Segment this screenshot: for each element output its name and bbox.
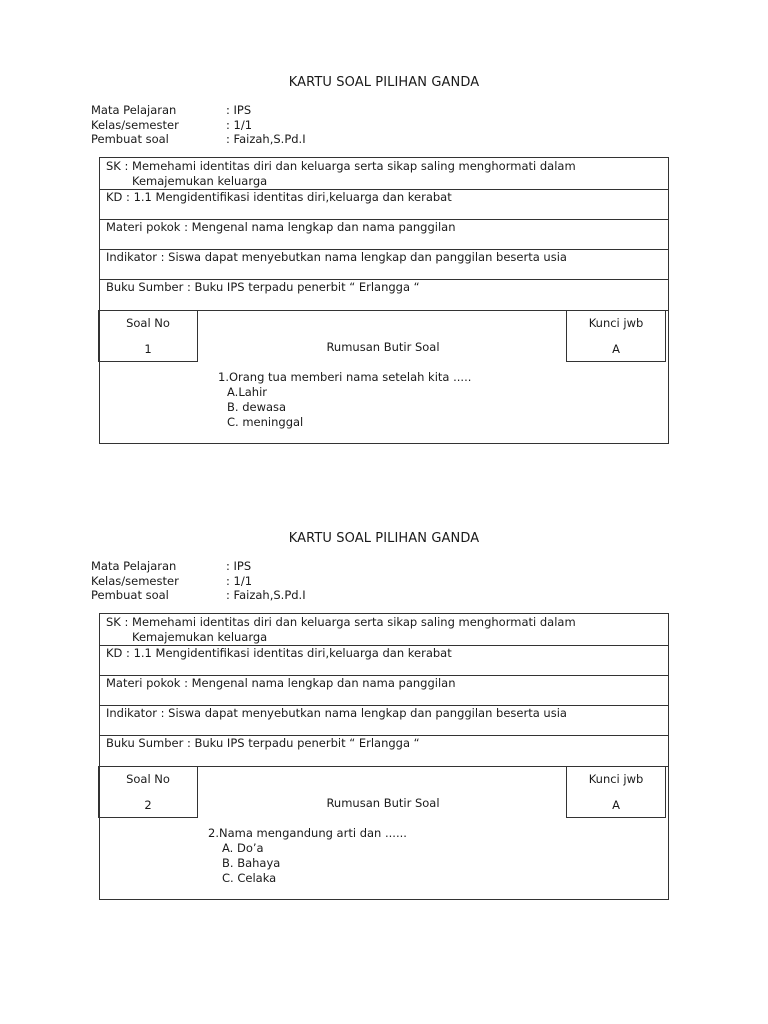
soal-no-label: Soal No xyxy=(126,772,170,786)
meta-value: : IPS xyxy=(226,103,252,117)
card-meta xyxy=(91,103,306,147)
meta-label: Mata Pelajaran xyxy=(91,559,177,573)
meta-value: : Faizah,S.Pd.I xyxy=(226,132,306,146)
meta-row-class xyxy=(91,118,306,133)
meta-label: Kelas/semester xyxy=(91,573,179,588)
option-b: B. dewasa xyxy=(227,400,287,414)
meta-label: Kelas/semester xyxy=(91,117,179,132)
kunci-value: A xyxy=(612,798,620,812)
soal-no-value: 2 xyxy=(144,798,152,812)
sk-line-2: Kemajemukan keluarga xyxy=(132,174,268,188)
question-card-2 xyxy=(0,456,768,896)
materi-text: Materi pokok : Mengenal nama lengkap dan nama panggilan xyxy=(106,220,456,234)
meta-row-class xyxy=(91,574,306,589)
sk-line-1: SK : Memehami identitas diri dan keluarga serta sikap saling menghormati dalam xyxy=(106,159,576,173)
indikator-text: Indikator : Siswa dapat menyebutkan nama lengkap dan panggilan beserta usia xyxy=(106,250,567,264)
meta-label: Pembuat soal xyxy=(91,132,169,146)
kunci-value: A xyxy=(612,342,620,356)
meta-value: : Faizah,S.Pd.I xyxy=(226,588,306,602)
question-table xyxy=(99,613,669,900)
kd-text: KD : 1.1 Mengidentifikasi identitas diri,keluarga dan kerabat xyxy=(106,646,452,660)
materi-text: Materi pokok : Mengenal nama lengkap dan nama panggilan xyxy=(106,676,456,690)
meta-value: : 1/1 xyxy=(226,117,253,132)
sk-line-2: Kemajemukan keluarga xyxy=(132,630,268,644)
meta-label: Pembuat soal xyxy=(91,588,169,602)
question-card-1 xyxy=(0,0,768,440)
sk-line-1: SK : Memehami identitas diri dan keluarga serta sikap saling menghormati dalam xyxy=(106,615,576,629)
kunci-label: Kunci jwb xyxy=(588,316,644,330)
indikator-text: Indikator : Siswa dapat menyebutkan nama lengkap dan panggilan beserta usia xyxy=(106,706,567,720)
meta-label: Mata Pelajaran xyxy=(91,103,177,117)
meta-row-subject xyxy=(91,559,306,574)
option-c: C. meninggal xyxy=(227,415,304,429)
kunci-cell xyxy=(566,766,666,818)
option-b: B. Bahaya xyxy=(222,856,281,870)
rumusan-label: Rumusan Butir Soal xyxy=(326,796,440,810)
option-a: A. Do’a xyxy=(222,841,264,855)
soal-no-label: Soal No xyxy=(126,316,170,330)
card-meta xyxy=(91,559,306,603)
sk-text xyxy=(106,615,576,645)
question-text: 2.Nama mengandung arti dan ...... xyxy=(208,826,407,840)
soal-no-cell xyxy=(98,766,198,818)
card-title: KARTU SOAL PILIHAN GANDA xyxy=(288,531,480,546)
buku-text: Buku Sumber : Buku IPS terpadu penerbit “ Erlangga “ xyxy=(106,280,420,294)
sk-text xyxy=(106,159,576,189)
meta-value: : 1/1 xyxy=(226,573,253,588)
kunci-label: Kunci jwb xyxy=(588,772,644,786)
option-c: C. Celaka xyxy=(222,871,277,885)
rumusan-label: Rumusan Butir Soal xyxy=(326,340,440,354)
meta-row-author xyxy=(91,132,306,147)
option-a: A.Lahir xyxy=(227,385,267,399)
soal-no-value: 1 xyxy=(144,342,152,356)
question-text: 1.Orang tua memberi nama setelah kita ..... xyxy=(218,370,472,384)
question-table xyxy=(99,157,669,444)
kd-text: KD : 1.1 Mengidentifikasi identitas diri,keluarga dan kerabat xyxy=(106,190,452,204)
meta-row-author xyxy=(91,588,306,603)
kunci-cell xyxy=(566,310,666,362)
meta-value: : IPS xyxy=(226,559,252,573)
soal-no-cell xyxy=(98,310,198,362)
meta-row-subject xyxy=(91,103,306,118)
buku-text: Buku Sumber : Buku IPS terpadu penerbit “ Erlangga “ xyxy=(106,736,420,750)
card-title: KARTU SOAL PILIHAN GANDA xyxy=(288,75,480,90)
